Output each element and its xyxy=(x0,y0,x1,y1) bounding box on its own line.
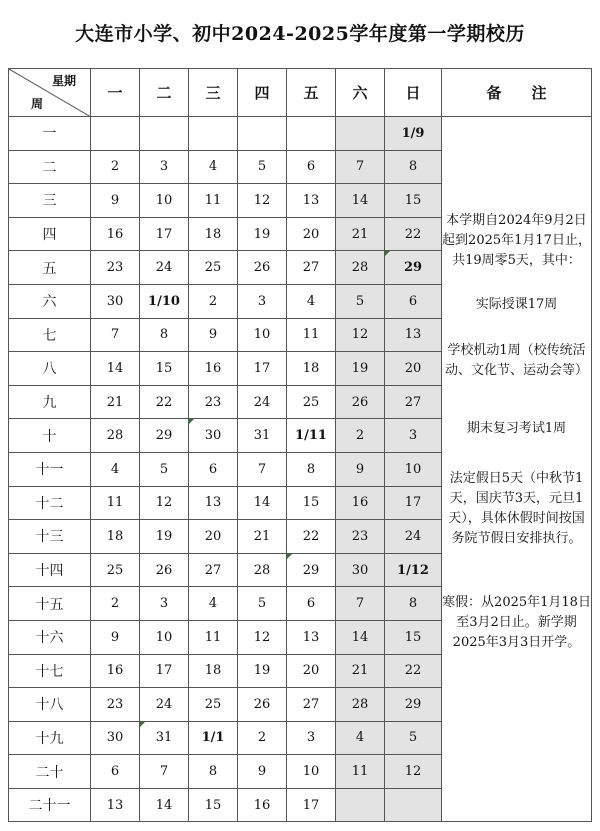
date-cell: 20 xyxy=(189,520,238,554)
day-header-fri: 五 xyxy=(287,69,336,117)
date-cell: 26 xyxy=(238,688,287,722)
date-cell: 29 xyxy=(385,688,442,722)
date-cell: 10 xyxy=(140,184,189,218)
date-cell: 15 xyxy=(385,620,442,654)
week-number-cell: 二十一 xyxy=(9,788,91,822)
date-cell: 17 xyxy=(385,486,442,520)
date-cell: 1/11 xyxy=(287,419,336,453)
date-cell: 27 xyxy=(287,688,336,722)
date-cell: 5 xyxy=(238,587,287,621)
date-cell: 10 xyxy=(140,620,189,654)
date-cell: 3 xyxy=(140,150,189,184)
date-cell: 5 xyxy=(385,721,442,755)
note-paragraph: 实际授课17周 xyxy=(475,297,558,312)
week-number-cell: 六 xyxy=(9,284,91,318)
date-cell: 10 xyxy=(287,755,336,789)
date-cell: 9 xyxy=(189,318,238,352)
day-header-wed: 三 xyxy=(189,69,238,117)
note-paragraph: 学校机动1周（校传统活动、文化节、运动会等） xyxy=(444,343,588,378)
date-cell: 29 xyxy=(385,251,442,285)
date-cell: 19 xyxy=(238,654,287,688)
date-cell: 6 xyxy=(189,452,238,486)
date-cell: 12 xyxy=(140,486,189,520)
date-cell: 6 xyxy=(91,755,140,789)
page-title: 大连市小学、初中2024-2025学年度第一学期校历 xyxy=(75,23,525,45)
week-number-cell: 十九 xyxy=(9,721,91,755)
date-cell: 4 xyxy=(336,721,385,755)
date-cell: 9 xyxy=(238,755,287,789)
date-cell: 14 xyxy=(91,352,140,386)
date-cell: 15 xyxy=(287,486,336,520)
date-cell: 31 xyxy=(140,721,189,755)
date-cell: 19 xyxy=(140,520,189,554)
date-cell: 19 xyxy=(336,352,385,386)
date-cell: 31 xyxy=(238,419,287,453)
week-number-cell: 十四 xyxy=(9,553,91,587)
date-cell: 30 xyxy=(189,419,238,453)
date-cell: 22 xyxy=(140,385,189,419)
date-cell: 27 xyxy=(385,385,442,419)
date-cell: 7 xyxy=(140,755,189,789)
date-cell: 15 xyxy=(189,788,238,822)
notes-header: 备 注 xyxy=(442,69,592,117)
week-number-cell: 五 xyxy=(9,251,91,285)
date-cell: 28 xyxy=(238,553,287,587)
day-header-mon: 一 xyxy=(91,69,140,117)
school-calendar-table xyxy=(8,68,592,822)
week-number-cell: 十二 xyxy=(9,486,91,520)
date-cell xyxy=(385,788,442,822)
date-cell: 22 xyxy=(287,520,336,554)
week-number-cell: 十八 xyxy=(9,688,91,722)
date-cell xyxy=(287,117,336,151)
date-cell: 23 xyxy=(91,251,140,285)
date-cell xyxy=(336,117,385,151)
week-number-cell: 七 xyxy=(9,318,91,352)
date-cell: 2 xyxy=(91,587,140,621)
date-cell: 12 xyxy=(385,755,442,789)
date-cell: 27 xyxy=(287,251,336,285)
date-cell: 23 xyxy=(336,520,385,554)
date-cell: 18 xyxy=(287,352,336,386)
week-row xyxy=(9,117,592,151)
date-cell: 24 xyxy=(385,520,442,554)
date-cell: 29 xyxy=(287,553,336,587)
date-cell: 20 xyxy=(287,654,336,688)
date-cell xyxy=(140,117,189,151)
date-cell: 8 xyxy=(385,150,442,184)
date-cell: 21 xyxy=(238,520,287,554)
week-number-cell: 十七 xyxy=(9,654,91,688)
week-number-cell: 二 xyxy=(9,150,91,184)
date-cell: 4 xyxy=(189,587,238,621)
date-cell: 28 xyxy=(91,419,140,453)
date-cell: 11 xyxy=(189,184,238,218)
date-cell: 3 xyxy=(238,284,287,318)
date-cell: 29 xyxy=(140,419,189,453)
date-cell: 8 xyxy=(189,755,238,789)
note-paragraph: 本学期自2024年9月2日起到2025年1月17日止，共19周零5天，其中： xyxy=(442,213,591,268)
date-cell: 14 xyxy=(336,620,385,654)
date-cell: 1/1 xyxy=(189,721,238,755)
date-cell: 17 xyxy=(140,217,189,251)
week-number-cell: 九 xyxy=(9,385,91,419)
week-number-cell: 一 xyxy=(9,117,91,151)
date-cell: 24 xyxy=(140,251,189,285)
date-cell: 7 xyxy=(91,318,140,352)
date-cell: 16 xyxy=(91,654,140,688)
date-cell: 3 xyxy=(287,721,336,755)
week-number-cell: 四 xyxy=(9,217,91,251)
date-cell: 4 xyxy=(287,284,336,318)
date-cell: 26 xyxy=(140,553,189,587)
date-cell: 3 xyxy=(385,419,442,453)
date-cell: 13 xyxy=(287,620,336,654)
day-header-tue: 二 xyxy=(140,69,189,117)
date-cell: 18 xyxy=(91,520,140,554)
date-cell: 7 xyxy=(238,452,287,486)
date-cell: 17 xyxy=(140,654,189,688)
date-cell: 16 xyxy=(189,352,238,386)
date-cell: 30 xyxy=(91,284,140,318)
date-cell: 25 xyxy=(189,251,238,285)
date-cell: 5 xyxy=(140,452,189,486)
date-cell: 7 xyxy=(336,150,385,184)
date-cell: 9 xyxy=(91,620,140,654)
date-cell: 27 xyxy=(189,553,238,587)
date-cell: 28 xyxy=(336,251,385,285)
date-cell: 9 xyxy=(91,184,140,218)
week-number-cell: 三 xyxy=(9,184,91,218)
date-cell: 1/9 xyxy=(385,117,442,151)
corner-header-cell xyxy=(9,69,91,117)
date-cell: 18 xyxy=(189,217,238,251)
date-cell: 2 xyxy=(91,150,140,184)
date-cell: 30 xyxy=(91,721,140,755)
date-cell: 1/10 xyxy=(140,284,189,318)
week-number-cell: 八 xyxy=(9,352,91,386)
date-cell: 7 xyxy=(336,587,385,621)
date-cell: 6 xyxy=(287,587,336,621)
date-cell: 21 xyxy=(336,654,385,688)
notes-cell xyxy=(442,117,592,822)
week-number-cell: 十六 xyxy=(9,620,91,654)
date-cell: 22 xyxy=(385,654,442,688)
date-cell: 12 xyxy=(238,184,287,218)
date-cell: 20 xyxy=(385,352,442,386)
weekday-axis-label: 星期 xyxy=(51,74,76,88)
date-cell: 23 xyxy=(91,688,140,722)
day-header-sat: 六 xyxy=(336,69,385,117)
date-cell: 8 xyxy=(140,318,189,352)
date-cell: 21 xyxy=(91,385,140,419)
week-number-cell: 十三 xyxy=(9,520,91,554)
date-cell: 5 xyxy=(336,284,385,318)
day-header-thu: 四 xyxy=(238,69,287,117)
note-paragraph: 寒假：从2025年1月18日至3月2日止。新学期2025年3月3日开学。 xyxy=(442,595,591,650)
date-cell: 14 xyxy=(238,486,287,520)
date-cell: 17 xyxy=(287,788,336,822)
date-cell: 14 xyxy=(140,788,189,822)
date-cell: 26 xyxy=(336,385,385,419)
date-cell: 30 xyxy=(336,553,385,587)
date-cell: 8 xyxy=(385,587,442,621)
date-cell: 2 xyxy=(336,419,385,453)
date-cell: 9 xyxy=(336,452,385,486)
date-cell: 15 xyxy=(385,184,442,218)
date-cell: 6 xyxy=(287,150,336,184)
date-cell: 11 xyxy=(189,620,238,654)
date-cell: 17 xyxy=(238,352,287,386)
date-cell: 4 xyxy=(189,150,238,184)
date-cell: 8 xyxy=(287,452,336,486)
date-cell: 25 xyxy=(189,688,238,722)
date-cell: 16 xyxy=(336,486,385,520)
date-cell: 21 xyxy=(336,217,385,251)
date-cell: 24 xyxy=(140,688,189,722)
date-cell: 11 xyxy=(287,318,336,352)
date-cell: 23 xyxy=(189,385,238,419)
date-cell: 4 xyxy=(91,452,140,486)
date-cell: 25 xyxy=(287,385,336,419)
date-cell xyxy=(189,117,238,151)
date-cell: 5 xyxy=(238,150,287,184)
date-cell: 2 xyxy=(189,284,238,318)
date-cell: 19 xyxy=(238,217,287,251)
date-cell: 20 xyxy=(287,217,336,251)
week-number-cell: 二十 xyxy=(9,755,91,789)
date-cell xyxy=(336,788,385,822)
date-cell: 15 xyxy=(140,352,189,386)
date-cell: 25 xyxy=(91,553,140,587)
diagonal-divider xyxy=(9,69,91,117)
date-cell: 6 xyxy=(385,284,442,318)
date-cell: 13 xyxy=(91,788,140,822)
date-cell: 10 xyxy=(385,452,442,486)
date-cell: 11 xyxy=(336,755,385,789)
date-cell: 18 xyxy=(189,654,238,688)
date-cell: 12 xyxy=(238,620,287,654)
note-paragraph: 期末复习考试1周 xyxy=(466,421,567,436)
date-cell xyxy=(238,117,287,151)
week-number-cell: 十 xyxy=(9,419,91,453)
date-cell: 2 xyxy=(238,721,287,755)
day-header-sun: 日 xyxy=(385,69,442,117)
date-cell: 1/12 xyxy=(385,553,442,587)
week-axis-label: 周 xyxy=(31,97,44,111)
date-cell: 10 xyxy=(238,318,287,352)
week-number-cell: 十五 xyxy=(9,587,91,621)
date-cell: 13 xyxy=(385,318,442,352)
date-cell: 16 xyxy=(238,788,287,822)
date-cell: 13 xyxy=(189,486,238,520)
date-cell: 22 xyxy=(385,217,442,251)
date-cell xyxy=(91,117,140,151)
date-cell: 13 xyxy=(287,184,336,218)
date-cell: 28 xyxy=(336,688,385,722)
header-row xyxy=(9,69,592,117)
date-cell: 24 xyxy=(238,385,287,419)
date-cell: 26 xyxy=(238,251,287,285)
date-cell: 14 xyxy=(336,184,385,218)
note-paragraph: 法定假日5天（中秋节1天，国庆节3天，元旦1天），具体休假时间按国务院节假日安排执行。 xyxy=(448,471,585,546)
date-cell: 3 xyxy=(140,587,189,621)
date-cell: 11 xyxy=(91,486,140,520)
date-cell: 12 xyxy=(336,318,385,352)
date-cell: 16 xyxy=(91,217,140,251)
week-number-cell: 十一 xyxy=(9,452,91,486)
